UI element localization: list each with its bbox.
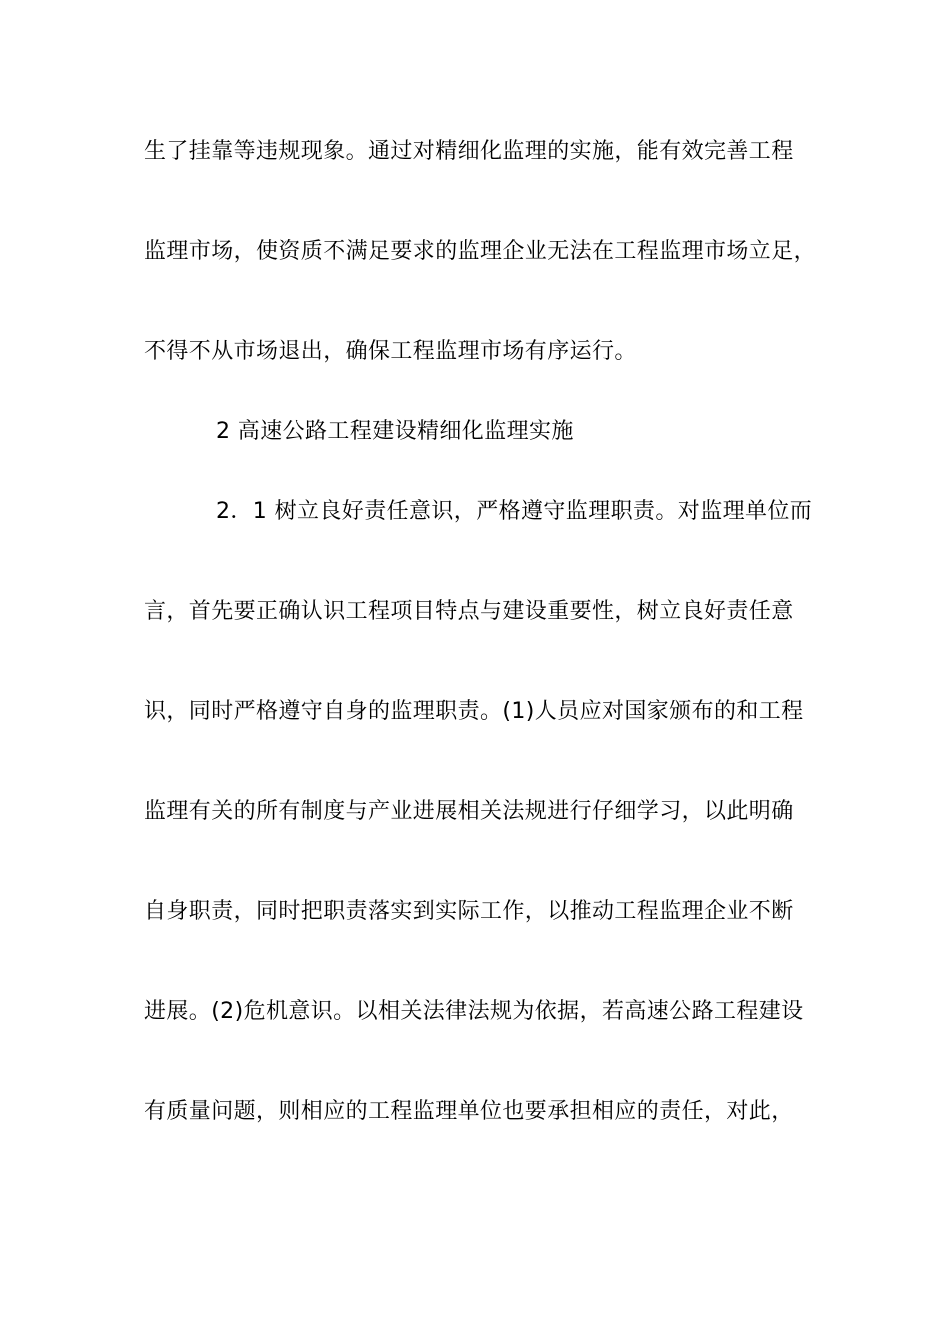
subsection-heading-line: 2．1 树立良好责任意识，严格遵守监理职责。对监理单位而 <box>216 499 813 524</box>
body-text-line: 监理市场，使资质不满足要求的监理企业无法在工程监理市场立足， <box>144 239 817 264</box>
body-text-line: 不得不从市场退出，确保工程监理市场有序运行。 <box>144 339 637 364</box>
body-text-line: 识，同时严格遵守自身的监理职责。(1)人员应对国家颁布的和工程 <box>144 699 804 724</box>
body-text-line: 自身职责，同时把职责落实到实际工作，以推动工程监理企业不断 <box>144 899 794 924</box>
section-heading: 2 高速公路工程建设精细化监理实施 <box>216 419 574 444</box>
body-text-line: 言，首先要正确认识工程项目特点与建设重要性，树立良好责任意 <box>144 599 794 624</box>
body-text-line: 生了挂靠等违规现象。通过对精细化监理的实施，能有效完善工程 <box>144 139 794 164</box>
body-text-line: 进展。(2)危机意识。以相关法律法规为依据，若高速公路工程建设 <box>144 999 804 1024</box>
body-text-line: 有质量问题，则相应的工程监理单位也要承担相应的责任，对此， <box>144 1099 794 1124</box>
body-text-line: 监理有关的所有制度与产业进展相关法规进行仔细学习，以此明确 <box>144 799 794 824</box>
